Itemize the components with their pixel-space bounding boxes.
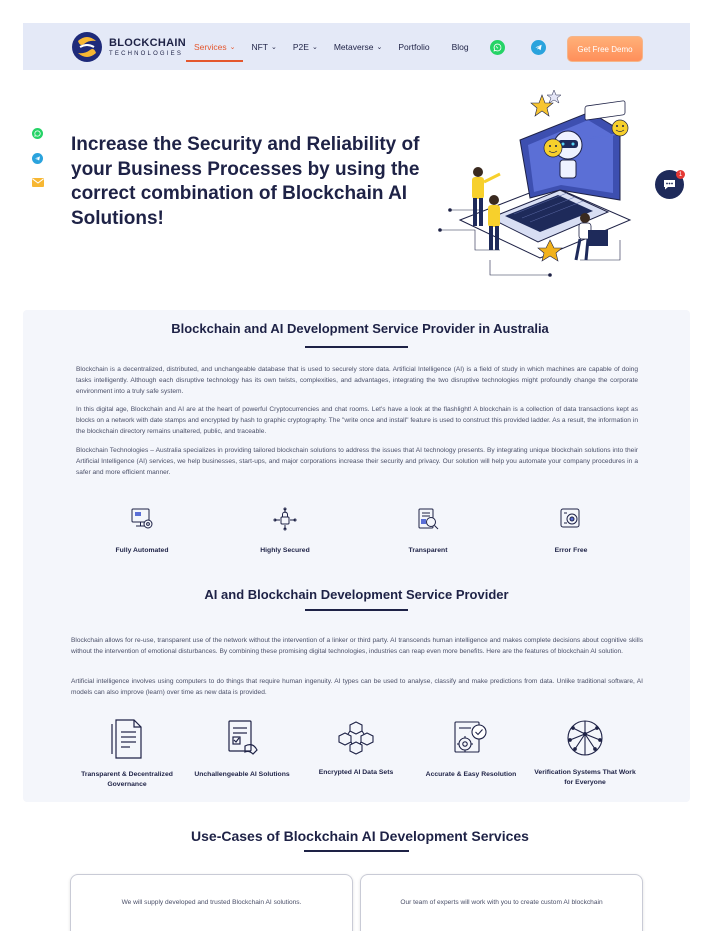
chevron-down-icon: ⌄ <box>271 43 277 51</box>
use-case-card <box>360 874 643 931</box>
security-icon <box>272 506 298 532</box>
document-icon <box>108 718 146 760</box>
section2-paragraph-2: Artificial intelligence involves using computers to do things that require human ingenuity. AI types can be used to analyse, classify and make predictions from data. Unlike traditional software, AI models can also improve (learn) over time as new data is provided. <box>71 678 643 696</box>
feature-encrypted-data <box>301 718 411 778</box>
feature-label: Error Free <box>554 547 588 554</box>
error-free-icon <box>558 506 584 532</box>
side-whatsapp-icon[interactable] <box>32 128 43 139</box>
use-case-text: We will supply developed and trusted Blockchain AI solutions. <box>121 899 302 906</box>
nav-nft[interactable] <box>251 23 276 70</box>
nav-metaverse[interactable] <box>334 23 383 70</box>
cubes-icon <box>336 718 376 758</box>
nav-p2e[interactable] <box>293 23 318 70</box>
chevron-down-icon: ⌄ <box>376 43 383 51</box>
section1-paragraph-2: In this digital age, Blockchain and AI are at the heart of powerful Cryptocurrencies and chat rooms. Let's have a look at the flashlight! A blockchain is a collection of data transactions kept as blocks on a network with date stamps and encrypted by hash to graphic cryptography. The "write once and install" feature is used to construct this provided ladder. As a result, the information in the blockchain directory remains unaltered, public, and traceable. <box>76 406 638 435</box>
nav-services-label: Services <box>194 41 227 52</box>
automation-icon <box>129 506 155 532</box>
feature-accurate-resolution <box>416 718 526 780</box>
feature-label: Transparent & Decentralized Governance <box>81 771 173 788</box>
gear-check-icon <box>451 718 491 760</box>
nav-services[interactable] <box>194 23 235 70</box>
logo-subtitle: TECHNOLOGIES <box>109 50 184 57</box>
telegram-icon[interactable] <box>531 40 546 55</box>
use-case-text: Our team of experts will work with you to create custom AI blockchain <box>400 899 603 906</box>
nav-p2e-label: P2E <box>292 41 309 52</box>
section1-title: Blockchain and AI Development Service Provider in Australia <box>171 321 549 336</box>
nav-blog-label: Blog <box>451 41 469 52</box>
use-cases-title: Use-Cases of Blockchain AI Development Services <box>191 828 529 844</box>
section2-underline <box>305 609 408 611</box>
feature-transparent-governance <box>72 718 182 790</box>
chat-notification-badge: 1 <box>676 170 685 179</box>
feature-highly-secured <box>225 506 345 556</box>
chevron-down-icon: ⌄ <box>229 43 236 51</box>
section2-title: AI and Blockchain Development Service Provider <box>204 587 509 602</box>
section2-paragraph-1: Blockchain allows for re-use, transparent use of the network without the intervention of a linker or third party. AI transcends human intelligence and makes complete decisions about cognitive skills without the intervention of emotional disturbances. By combining these promising digital technologies, industries can reap even more benefits. Here are the features of blockchain AI solution. <box>71 637 643 655</box>
use-case-card <box>70 874 353 931</box>
feature-error-free <box>511 506 631 556</box>
chevron-down-icon: ⌄ <box>311 43 318 51</box>
nav-portfolio-label: Portfolio <box>398 41 430 52</box>
main-nav <box>194 23 485 70</box>
feature-label: Highly Secured <box>260 547 310 554</box>
logo-mark-icon <box>71 31 103 63</box>
document-check-icon <box>223 718 261 760</box>
feature-verification-systems <box>530 718 640 788</box>
side-mail-icon[interactable] <box>32 178 44 187</box>
globe-network-icon <box>565 718 605 758</box>
feature-label: Transparent <box>408 547 448 554</box>
transparent-icon <box>415 506 441 532</box>
nav-portfolio[interactable] <box>398 23 429 70</box>
feature-unchallengeable-ai <box>187 718 297 780</box>
whatsapp-icon[interactable] <box>490 40 505 55</box>
feature-label: Accurate & Easy Resolution <box>425 771 517 778</box>
get-free-demo-button[interactable]: Get Free Demo <box>567 36 643 62</box>
hero-illustration <box>430 90 645 280</box>
use-cases-underline <box>304 850 409 852</box>
feature-label: Encrypted AI Data Sets <box>318 769 394 776</box>
brand-logo[interactable] <box>71 31 186 63</box>
hero-title: Increase the Security and Reliability of your Business Processes by using the correct combination of Blockchain AI Solutions! <box>71 134 420 229</box>
feature-fully-automated <box>82 506 202 556</box>
nav-nft-label: NFT <box>251 41 268 52</box>
logo-title: BLOCKCHAIN <box>109 36 186 49</box>
feature-label: Verification Systems That Work for Everyone <box>534 769 636 786</box>
nav-blog[interactable] <box>452 23 469 70</box>
feature-label: Fully Automated <box>115 547 169 554</box>
feature-transparent <box>368 506 488 556</box>
section1-underline <box>305 346 408 348</box>
side-telegram-icon[interactable] <box>32 153 43 164</box>
section1-paragraph-3: Blockchain Technologies – Australia specializes in providing tailored blockchain solutions to address the issues that AI technology presents. By integrating unique blockchain solutions into their Artificial Intelligence (AI) services, we help businesses, start-ups, and major corporations increase their security and privacy. Our solution will help you automate your company procedures in a safer and more efficient manner. <box>76 447 638 476</box>
chat-icon <box>663 179 676 190</box>
feature-label: Unchallengeable AI Solutions <box>194 771 290 778</box>
nav-metaverse-label: Metaverse <box>333 41 374 52</box>
section1-paragraph-1: Blockchain is a decentralized, distributed, and unchangeable database that is used to securely store data. Artificial Intelligence (AI) is a field of study in which machines are capable of doing tasks intelligently. Although each disruptive technology has its own twists, complexities, and advantages, integrating the two disruptive technologies might profoundly change the corporate environment into a truly safe system. <box>76 366 638 395</box>
top-navbar <box>23 23 690 70</box>
